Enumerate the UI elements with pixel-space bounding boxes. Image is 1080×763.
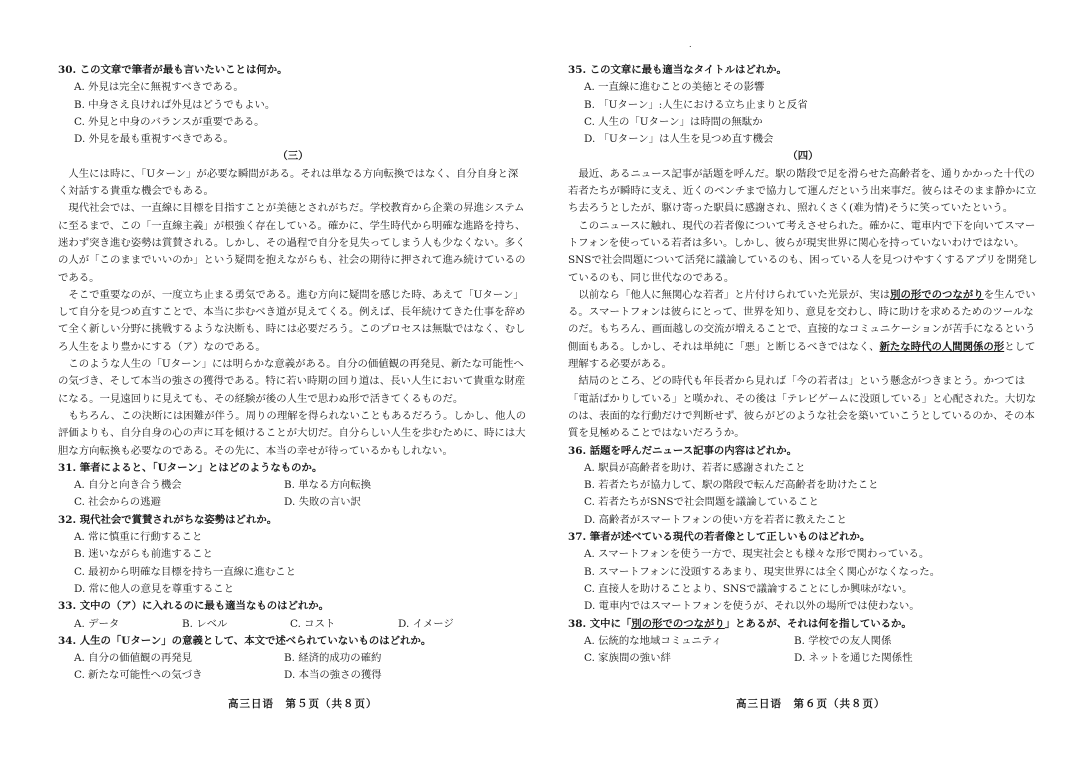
section-title: （四） xyxy=(787,150,819,163)
left-page xyxy=(58,62,528,685)
option-c: C. 新たな可能性への気づき xyxy=(74,669,203,682)
text: を生んでいる。スマートフォンは彼らにとって、世界を知り、意見を交わし、時に助けを求めるためのツールなのだ。もちろん、画面越しの交流が増えることで、直接的なコミュニケーションが苦手になるという側面もある。しかし、それは単純に「悪」と断じるべきではなく、 xyxy=(568,288,1036,353)
question-text xyxy=(568,616,1038,633)
right-page xyxy=(568,62,1038,667)
option-d: D. イメージ xyxy=(398,617,454,630)
option-c: C. 若者たちがSNSで社会問題を議論していること xyxy=(584,496,819,509)
option-d: D. 電車内ではスマートフォンを使うが、それ以外の場所では使わない。 xyxy=(584,600,920,613)
option-b: B. 経済的成功の確約 xyxy=(284,652,382,665)
section-title: （三） xyxy=(277,150,309,163)
text: 以前なら「他人に無関心な若者」と片付けられていた光景が、実は xyxy=(578,288,891,301)
option-d: D. 失敗の言い訳 xyxy=(284,496,361,509)
underlined-phrase: 別の形でのつながり xyxy=(631,617,725,630)
option-b: B. スマートフォンに没頭するあまり、現実世界には全く関心がなくなった。 xyxy=(584,565,941,578)
paragraph: このニュースに触れ、現代の若者像について考えさせられた。確かに、電車内で下を向いてスマートフォンを使っている若者は多い。しかし、彼らが現実世界に関心を持っていないわけではない。SNSで社会問題について活発に議論しているのも、困っている人を見つけやすくするアプリを開発しているのも、同じ世代なのである。 xyxy=(568,219,1038,284)
option-c: C. 直接人を助けることより、SNSで議論することにしか興味がない。 xyxy=(584,582,913,595)
option-a: A. データ xyxy=(74,617,120,630)
underlined-phrase: 別の形でのつながり xyxy=(890,288,984,301)
page-mark: . xyxy=(689,40,692,49)
paragraph: このような人生の「Uターン」には明らかな意義がある。自分の価値観の再発見、新たな可能性への気づき、そして本当の強さの獲得である。特に若い時期の回り道は、長い人生において貴重な財産になる。一見遠回りに見えても、その経験が後の人生で思わぬ形で活きてくるものだ。 xyxy=(58,358,526,405)
question-text: 33. 文中の（ア）に入れるのに最も適当なものはどれか。 xyxy=(58,600,330,613)
option-a: A. 自分と向き合う機会 xyxy=(74,479,182,492)
option-c: C. 社会からの逃避 xyxy=(74,496,161,509)
question-32 xyxy=(58,512,528,598)
underlined-phrase: 新たな時代の人間関係の形 xyxy=(879,340,1005,353)
option-d: D. 外見を最も重視すべきである。 xyxy=(74,133,234,146)
option-d: D. 高齢者がスマートフォンの使い方を若者に教えたこと xyxy=(584,513,847,526)
option-c: C. 人生の「Uターン」は時間の無駄か xyxy=(584,115,763,128)
question-text: 35. この文章に最も適当なタイトルはどれか。 xyxy=(568,64,787,76)
paragraph: 人生には時に、「Uターン」が必要な瞬間がある。それは単なる方向転換ではなく、自分自身と深く対話する貴重な機会でもある。 xyxy=(58,167,519,198)
passage xyxy=(568,166,1038,443)
option-a: A. 伝統的な地域コミュニティ xyxy=(584,634,722,647)
question-text: 37. 筆者が述べている現代の若者像として正しいものはどれか。 xyxy=(568,531,871,544)
question-text: 30. この文章で筆者が最も言いたいことは何か。 xyxy=(58,64,288,76)
option-c: C. 外見と中身のバランスが重要である。 xyxy=(74,115,265,128)
question-38 xyxy=(568,616,1038,668)
question-text: 36. 話題を呼んだニュース記事の内容はどれか。 xyxy=(568,444,797,457)
paragraph: 最近、あるニュース記事が話題を呼んだ。駅の階段で足を滑らせた高齢者を、通りかかった十代の若者たちが瞬時に支え、近くのベンチまで協力して運んだという出来事だ。彼らはそのまま静かに立ち去ろうとしたが、駆け寄った駅員に感謝され、照れくさく(难为情)そうに笑っていたという。 xyxy=(568,167,1037,215)
question-text: 32. 現代社会で賞賛されがちな姿勢はどれか。 xyxy=(58,513,278,526)
option-a: A. 駅員が高齢者を助け、若者に感謝されたこと xyxy=(584,461,806,474)
paragraph: そこで重要なのが、一度立ち止まる勇気である。進む方向に疑問を感じた時、あえて「Uターン」して自分を見つめ直すことで、本当に歩むべき道が見えてくる。例えば、長年続けてきた仕事を辞めて全く新しい分野に挑戦するような決断も、時には必要だろう。このプロセスは無駄ではなく、むしろ人生をより豊かにする（ア）なのである。 xyxy=(58,288,526,353)
option-a: A. 常に慎重に行動すること xyxy=(74,531,203,544)
option-b: B. 単なる方向転換 xyxy=(284,479,371,492)
question-text: 34. 人生の「Uターン」の意義として、本文で述べられていないものはどれか。 xyxy=(58,634,432,647)
text: 38. 文中に「 xyxy=(568,617,632,630)
text: として理解する必要がある。 xyxy=(568,340,1036,371)
question-37 xyxy=(568,529,1038,615)
question-30 xyxy=(58,62,528,148)
option-a: A. 自分の価値観の再発見 xyxy=(74,652,193,665)
option-d: D. 本当の強さの獲得 xyxy=(284,669,382,682)
option-b: B. レベル xyxy=(182,617,228,630)
question-33 xyxy=(58,598,528,633)
option-b: B. 中身さえ良ければ外見はどうでもよい。 xyxy=(74,98,276,111)
option-b: B. 若者たちが協力して、駅の階段で転んだ高齢者を助けたこと xyxy=(584,479,879,492)
option-d: D. ネットを通じた関係性 xyxy=(794,652,913,665)
question-35 xyxy=(568,62,1038,148)
paragraph xyxy=(568,287,1038,373)
question-31 xyxy=(58,460,528,512)
passage xyxy=(58,166,528,460)
text: 」とあるが、それは何を指しているか。 xyxy=(724,617,912,630)
page-footer-right: 高三日语 第６页（共８页） xyxy=(736,698,886,710)
option-a: A. 外見は完全に無視すべきである。 xyxy=(74,81,244,94)
question-34 xyxy=(58,633,528,685)
option-a: A. 一直線に進むことの美徳とその影響 xyxy=(584,81,765,94)
option-c: C. コスト xyxy=(290,617,336,630)
page-footer-left: 高三日语 第５页（共８页） xyxy=(228,698,378,710)
option-b: B. 学校での友人関係 xyxy=(794,634,892,647)
question-text: 31. 筆者によると、「Uターン」とはどのようなものか。 xyxy=(58,461,323,474)
paragraph: 結局のところ、どの時代も年長者から見れば「今の若者は」という懸念がつきまとう。かつては「電話ばかりしている」と嘆かれ、その後は「テレビゲームに没頭している」と心配された。大切なのは、表面的な行動だけで判断せず、彼らがどのような社会を築いていこうとしているのか、その本質を見極めることではないだろうか。 xyxy=(568,375,1036,440)
option-d: D. 「Uターン」は人生を見つめ直す機会 xyxy=(584,133,774,146)
option-c: C. 家族間の強い絆 xyxy=(584,652,671,665)
option-b: B. 「Uターン」:人生における立ち止まりと反省 xyxy=(584,98,808,111)
option-b: B. 迷いながらも前進すること xyxy=(74,548,213,561)
option-d: D. 常に他人の意見を尊重すること xyxy=(74,582,235,595)
option-c: C. 最初から明確な目標を持ち一直線に進むこと xyxy=(74,565,296,578)
option-a: A. スマートフォンを使う一方で、現実社会とも様々な形で関わっている。 xyxy=(584,548,930,561)
paragraph: もちろん、この決断には困難が伴う。周りの理解を得られないこともあるだろう。しかし、他人の評価よりも、自分自身の心の声に耳を傾けることが大切だ。自分らしい人生を歩むために、時には大胆な方向転換も必要なのである。その先に、本当の幸せが待っているかもしれない。 xyxy=(58,409,527,457)
question-36 xyxy=(568,443,1038,529)
paragraph: 現代社会では、一直線に目標を目指すことが美徳とされがちだ。学校教育から企業の昇進システムに至るまで、この「一直線主義」が根強く存在している。確かに、学生時代から明確な進路を持ち、迷わず突き進む姿勢は賞賛される。しかし、その過程で自分を見失ってしまう人も少なくない。多くの人が「このままでいいのか」という疑問を抱えながらも、社会の期待に押されて進み続けているのである。 xyxy=(58,202,526,284)
